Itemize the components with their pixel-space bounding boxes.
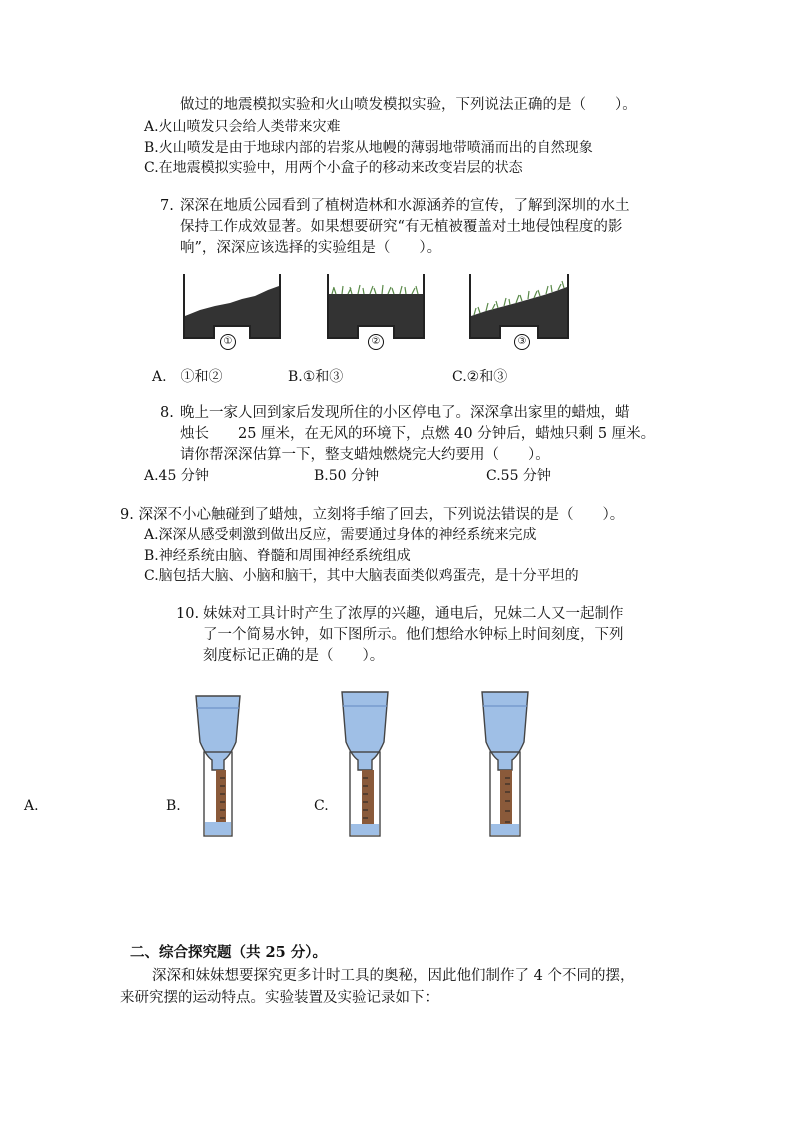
soil-box-2-figure — [324, 270, 428, 342]
q7-number: 7. — [160, 198, 174, 214]
q6-option-b: B.火山喷发是由于地球内部的岩浆从地幔的薄弱地带喷涌而出的自然现象 — [144, 140, 593, 156]
q6-option-a: A.火山喷发只会给人类带来灾难 — [144, 119, 341, 135]
q10-line-3: 刻度标记正确的是（ ）。 — [203, 648, 385, 664]
section-2-intro-line-1: 深深和妹妹想要探究更多计时工具的奥秘，因此他们制作了 4 个不同的摆， — [152, 968, 635, 984]
q8-line-2: 烛长 25 厘米，在无风的环境下，点燃 40 分钟后，蜡烛只剩 5 厘米。 — [180, 426, 656, 442]
q10-line-1: 妹妹对工具计时产生了浓厚的兴趣，通电后，兄妹二人又一起制作 — [203, 606, 624, 622]
q10-number: 10. — [176, 606, 200, 622]
q7-line-3: 响”，深深应该选择的实验组是（ ）。 — [180, 240, 442, 256]
q8-line-3: 请你帮深深估算一下，整支蜡烛燃烧完大约要用（ ）。 — [180, 447, 550, 463]
q10-option-c: C. — [314, 798, 329, 814]
q10-option-a: A. — [24, 798, 39, 814]
q7-option-a: A. ①和② — [152, 369, 223, 385]
q7-option-b: B.①和③ — [288, 369, 344, 385]
q7-line-1: 深深在地质公园看到了植树造林和水源涵养的宣传，了解到深圳的水土 — [180, 198, 630, 214]
water-clock-c-figure — [476, 686, 534, 838]
water-clock-a-figure — [190, 690, 246, 838]
q7-option-c: C.②和③ — [452, 369, 508, 385]
q8-line-1: 晚上一家人回到家后发现所住的小区停电了。深深拿出家里的蜡烛，蜡 — [180, 405, 630, 421]
q8-option-c: C.55 分钟 — [486, 468, 551, 484]
q10-option-b: B. — [166, 798, 181, 814]
soil-box-3-figure — [466, 270, 572, 342]
q8-option-b: B.50 分钟 — [314, 468, 380, 484]
figure-label-2: ② — [368, 334, 384, 350]
q6-stem: 做过的地震模拟实验和火山喷发模拟实验，下列说法正确的是（ ）。 — [180, 97, 637, 113]
q10-line-2: 了一个简易水钟，如下图所示。他们想给水钟标上时间刻度，下列 — [203, 627, 624, 643]
q8-number: 8. — [160, 405, 174, 421]
q9-option-b: B.神经系统由脑、脊髓和周围神经系统组成 — [144, 548, 411, 564]
q9-option-a: A.深深从感受刺激到做出反应，需要通过身体的神经系统来完成 — [144, 527, 537, 543]
section-2-intro-line-2: 来研究摆的运动特点。实验装置及实验记录如下： — [120, 990, 439, 1006]
q9-stem: 9. 深深不小心触碰到了蜡烛，立刻将手缩了回去，下列说法错误的是（ ）。 — [120, 507, 625, 523]
section-2-title: 二、综合探究题（共 25 分）。 — [130, 944, 328, 961]
soil-box-1-figure — [180, 270, 284, 342]
q6-option-c: C.在地震模拟实验中，用两个小盒子的移动来改变岩层的状态 — [144, 160, 523, 176]
water-clock-b-figure — [336, 686, 394, 838]
figure-label-3: ③ — [514, 334, 530, 350]
q7-line-2: 保持工作成效显著。如果想要研究“有无植被覆盖对土地侵蚀程度的影 — [180, 219, 623, 235]
q9-option-c: C.脑包括大脑、小脑和脑干，其中大脑表面类似鸡蛋壳，是十分平坦的 — [144, 568, 579, 584]
q8-option-a: A.45 分钟 — [144, 468, 209, 484]
figure-label-1: ① — [220, 334, 236, 350]
